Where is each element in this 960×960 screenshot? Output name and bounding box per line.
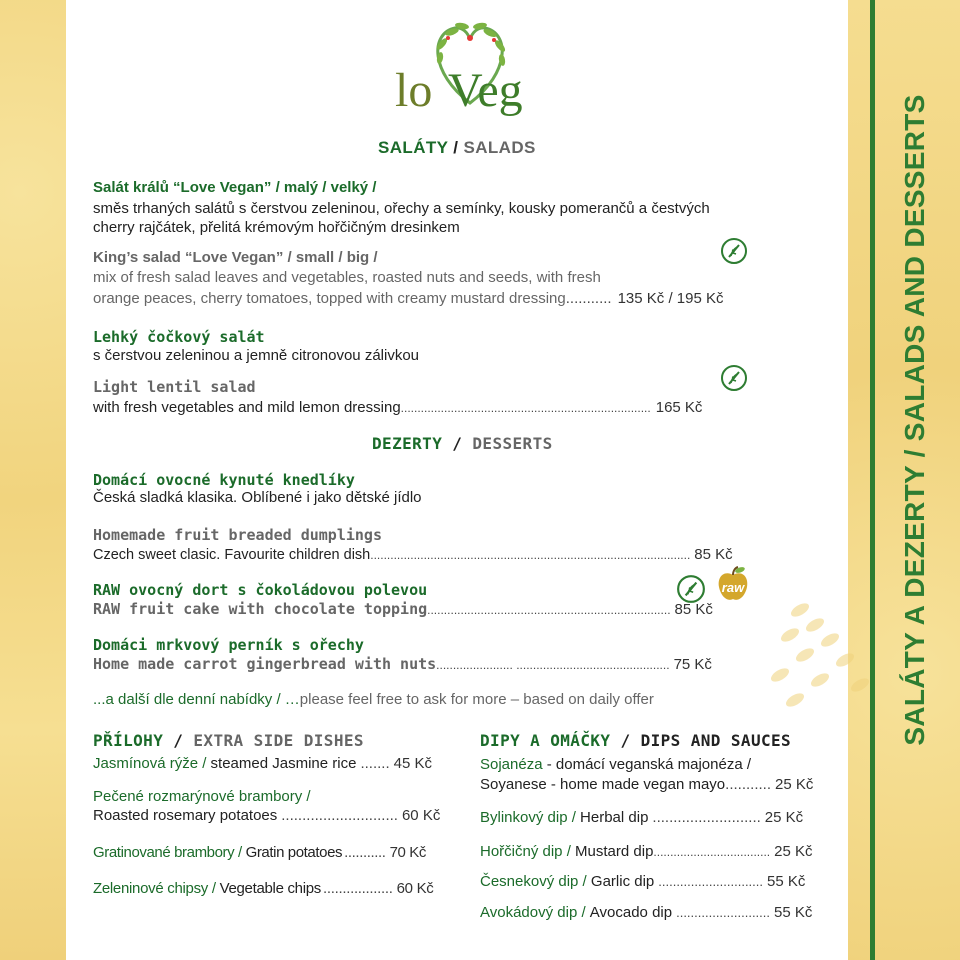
side-item-2-cz: Pečené rozmarýnové brambory /	[93, 788, 311, 805]
salad2-desc-en: with fresh vegetables and mild lemon dressing	[93, 399, 401, 416]
salads-heading-cz: SALÁTY	[378, 138, 449, 157]
logo-text-lo: lo	[395, 64, 433, 117]
daily-offer-note	[93, 691, 654, 708]
dip-item-2-cz: Bylinkový dip /	[480, 809, 576, 826]
dip-item-1-en: Soyanese - home made vegan mayo	[480, 776, 726, 793]
dessert2-title-en: RAW fruit cake with chocolate topping	[93, 600, 428, 618]
side-item-3	[93, 844, 426, 861]
dip-item-5-dots: ..........................	[676, 905, 771, 920]
salad2-desc-cz: s čerstvou zeleninou a jemně citronovou zálivkou	[93, 347, 420, 364]
daily-offer-en: please feel free to ask for more – based on daily offer	[299, 691, 654, 708]
side-item-4	[93, 880, 433, 897]
dessert1-dots: ................................................................................................	[370, 548, 691, 562]
salad1-dots: ...........	[565, 290, 612, 307]
salad1-desc-en-2: orange peaces, cherry tomatoes, topped with creamy mustard dressing	[93, 290, 566, 307]
side-item-1-cz: Jasmínová rýže /	[93, 755, 207, 772]
dip-item-4-en: Garlic dip	[590, 873, 655, 890]
side-item-3-cz: Gratinované brambory /	[93, 844, 242, 861]
side-item-4-price: 60 Kč	[396, 880, 434, 897]
dip-item-3-price: 25 Kč	[774, 843, 813, 860]
logo-text-veg: Veg	[448, 64, 523, 117]
dips-heading-cz: DIPY A OMÁČKY	[480, 731, 611, 750]
dessert1-desc-en: Czech sweet clasic. Favourite children dish	[93, 547, 371, 563]
salads-heading-sep: /	[453, 138, 459, 157]
salads-heading	[378, 138, 536, 158]
side-item-2-price: 60 Kč	[401, 807, 441, 824]
salad2-title-cz: Lehký čočkový salát	[93, 328, 265, 346]
daily-offer-cz: ...a další dle denní nabídky / …	[93, 691, 300, 708]
salad1-price: 135 Kč / 195 Kč	[617, 290, 724, 307]
dessert1-price: 85 Kč	[694, 546, 733, 563]
dip-item-3-dots: ...................................	[653, 845, 771, 859]
salad2-dots: ...........................................................................	[400, 401, 651, 415]
background-left-texture	[0, 0, 66, 960]
dip-item-4-dots: .............................	[658, 874, 764, 889]
dessert1-title-en: Homemade fruit breaded dumplings	[93, 526, 382, 544]
dips-heading	[480, 731, 791, 750]
desserts-heading-cz: DEZERTY	[372, 434, 443, 453]
gluten-free-icon	[720, 237, 748, 265]
salad2-price: 165 Kč	[655, 399, 703, 416]
dip-item-2-en: Herbal dip	[580, 809, 649, 826]
dessert1-desc-cz: Česká sladká klasika. Oblíbené i jako dětské jídlo	[93, 489, 422, 506]
side-item-1-en: steamed Jasmine rice	[210, 755, 357, 772]
dessert2-price-line	[93, 600, 713, 618]
side-item-2-dots: ............................	[281, 807, 398, 824]
side-item-1	[93, 755, 432, 772]
dip-item-5-price: 55 Kč	[774, 904, 813, 921]
sides-heading	[93, 731, 364, 750]
dip-item-1-cz2: - domácí veganská majonéza /	[542, 756, 752, 773]
side-item-1-dots: .......	[360, 755, 390, 772]
dip-item-5-en: Avocado dip	[589, 904, 673, 921]
dip-item-3-en: Mustard dip	[575, 843, 654, 860]
dip-item-1	[480, 776, 813, 793]
salad1-desc-cz-1: směs trhaných salátů s čerstvou zeleninou, ořechy a semínky, kousky pomerančů a čestvých	[93, 200, 710, 217]
side-item-4-cz: Zeleninové chipsy /	[93, 880, 216, 897]
side-item-3-en: Gratin potatoes	[245, 844, 343, 861]
dip-item-3-cz: Hořčičný dip /	[480, 843, 571, 860]
side-item-2-en: Roasted rosemary potatoes	[93, 807, 278, 824]
salad1-title-cz: Salát králů “Love Vegan” / malý / velký /	[93, 179, 377, 196]
salad1-title-en: King’s salad “Love Vegan” / small / big /	[93, 249, 378, 266]
salad1-price-line	[93, 290, 723, 307]
dessert3-price: 75 Kč	[673, 656, 712, 673]
sides-heading-cz: PŘÍLOHY	[93, 731, 164, 750]
dessert2-dots: .........................................................................	[427, 603, 671, 617]
dip-item-1-price: 25 Kč	[775, 776, 814, 793]
salads-heading-en: SALADS	[463, 138, 536, 157]
dessert1-price-line	[93, 546, 733, 563]
dip-item-1-cz-line	[480, 756, 751, 773]
dessert3-dots: ....................... ..............................................	[436, 658, 670, 672]
gluten-free-icon	[720, 364, 748, 392]
dessert3-title-en: Home made carrot gingerbread with nuts	[93, 655, 437, 673]
side-item-1-price: 45 Kč	[393, 755, 432, 772]
dessert3-title-cz: Domáci mrkvový perník s ořechy	[93, 636, 364, 654]
sides-heading-sep: /	[173, 731, 184, 750]
dip-item-4-cz: Česnekový dip /	[480, 873, 587, 890]
dessert2-price: 85 Kč	[674, 601, 713, 618]
desserts-heading-sep: /	[452, 434, 463, 453]
dip-item-3	[480, 843, 812, 860]
dip-item-4-price: 55 Kč	[767, 873, 806, 890]
side-item-3-price: 70 Kč	[389, 844, 426, 861]
salad1-desc-cz-2: cherry rajčátek, přelitá krémovým hořčičným dresinkem	[93, 219, 460, 236]
dip-item-5	[480, 904, 812, 921]
salad2-title-en: Light lentil salad	[93, 378, 256, 396]
raw-badge-text: raw	[721, 580, 745, 595]
dip-item-2-dots: ..........................	[652, 809, 761, 826]
dip-item-1-dots: ...........	[725, 776, 771, 793]
gluten-free-icon	[676, 574, 706, 604]
loveg-logo	[390, 18, 550, 133]
dip-item-2-price: 25 Kč	[764, 809, 804, 826]
dip-item-5-cz: Avokádový dip /	[480, 904, 586, 921]
dessert1-title-cz: Domácí ovocné kynuté knedlíky	[93, 471, 355, 489]
dips-heading-sep: /	[620, 731, 631, 750]
side-title: SALÁTY A DEZERTY / SALADS AND DESSERTS	[899, 94, 930, 746]
side-item-3-dots: ...........	[344, 844, 386, 861]
dessert2-title-cz: RAW ovocný dort s čokoládovou polevou	[93, 581, 428, 599]
desserts-heading-en: DESSERTS	[472, 434, 553, 453]
side-item-2	[93, 807, 440, 824]
side-item-4-dots: ..................	[323, 880, 393, 897]
sides-heading-en: EXTRA SIDE DISHES	[193, 731, 364, 750]
dessert3-price-line	[93, 655, 712, 673]
side-item-4-en: Vegetable chips	[219, 880, 321, 897]
dip-item-2	[480, 809, 803, 826]
raw-apple-icon	[715, 566, 751, 604]
vertical-green-rule	[870, 0, 875, 960]
dip-item-4	[480, 873, 805, 890]
salad1-desc-en-1: mix of fresh salad leaves and vegetables, roasted nuts and seeds, with fresh	[93, 269, 601, 286]
wheat-decoration-icon	[760, 580, 910, 730]
desserts-heading	[372, 434, 553, 453]
dip-item-1-cz: Sojanéza	[480, 756, 543, 773]
salad2-price-line	[93, 399, 702, 416]
dips-heading-en: DIPS AND SAUCES	[640, 731, 792, 750]
